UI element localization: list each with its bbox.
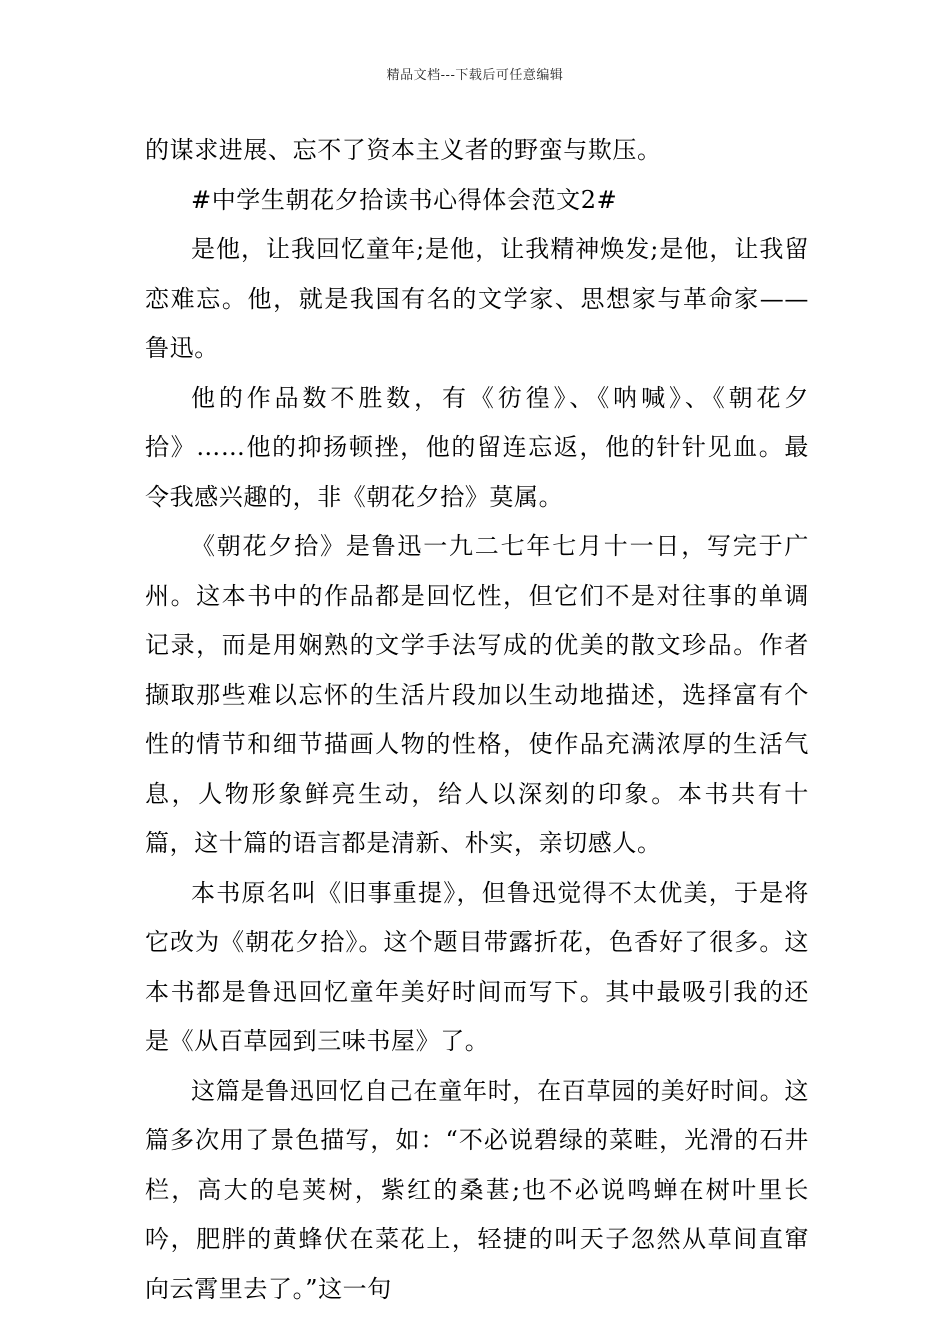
- paragraph: 这篇是鲁迅回忆自己在童年时，在百草园的美好时间。这篇多次用了景色描写，如：“不必说碧绿的菜畦，光滑的石井栏，高大的皂荚树，紫红的桑葚;也不必说鸣蝉在树叶里长吟，肥胖的黄蜂伏在菜花上，轻捷的叫天子忽然从草间直窜向云霄里去了。”这一句: [145, 1076, 809, 1303]
- page-header: 精品文档---下载后可任意编辑: [386, 68, 564, 83]
- document-body: [145, 126, 809, 1314]
- paragraph: 他的作品数不胜数，有《彷徨》、《呐喊》、《朝花夕拾》……他的抑扬顿挫，他的留连忘返，他的针针见血。最令我感兴趣的，非《朝花夕拾》莫属。: [145, 383, 809, 511]
- paragraph: 是他，让我回忆童年;是他，让我精神焕发;是他，让我留恋难忘。他，就是我国有名的文学家、思想家与革命家——鲁迅。: [145, 235, 809, 362]
- paragraph: 本书原名叫《旧事重提》，但鲁迅觉得不太优美，于是将它改为《朝花夕拾》。这个题目带露折花，色香好了很多。这本书都是鲁迅回忆童年美好时间而写下。其中最吸引我的还是《从百草园到三味书屋》了。: [145, 878, 809, 1055]
- section-heading: #中学生朝花夕拾读书心得体会范文2#: [191, 185, 618, 214]
- paragraph-continuation: 的谋求进展、忘不了资本主义者的野蛮与欺压。: [145, 136, 662, 164]
- paragraph: 《朝花夕拾》是鲁迅一九二七年七月十一日，写完于广州。这本书中的作品都是回忆性，但它们不是对往事的单调记录，而是用娴熟的文学手法写成的优美的散文珍品。作者撷取那些难以忘怀的生活片段加以生动地描述，选择富有个性的情节和细节描画人物的性格，使作品充满浓厚的生活气息，人物形象鲜亮生动，给人以深刻的印象。本书共有十篇，这十篇的语言都是清新、朴实，亲切感人。: [145, 532, 809, 857]
